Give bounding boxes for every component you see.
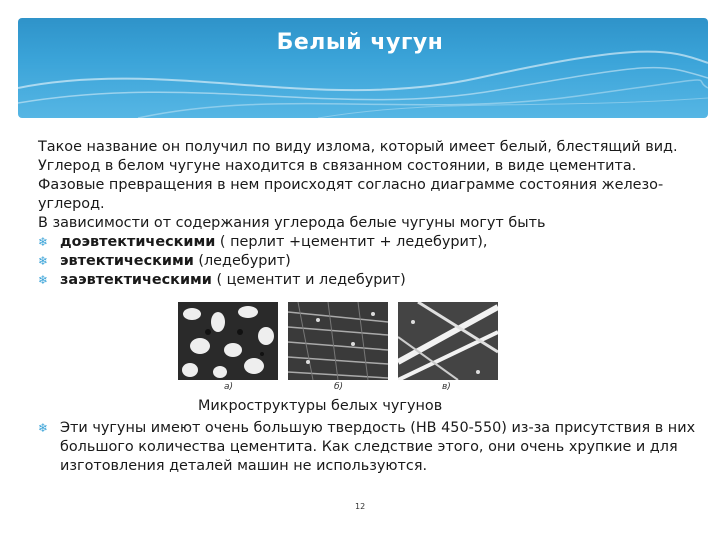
bullet-item xyxy=(38,252,698,271)
bullet-rest: ( цементит и ледебурит) xyxy=(211,272,406,288)
bullet-term: доэвтектическими xyxy=(60,234,216,250)
image-label-a: а) xyxy=(224,382,234,392)
snowflake-bullet-icon: ❄ xyxy=(38,421,49,435)
snowflake-bullet-icon: ❄ xyxy=(38,254,49,268)
bullet-term: эвтектическими xyxy=(60,253,194,269)
microstructure-a-image xyxy=(178,302,278,380)
microstructure-c-image xyxy=(398,302,498,380)
image-label-b: б) xyxy=(334,382,344,392)
bullet-term: заэвтектическими xyxy=(60,272,212,288)
snowflake-bullet-icon: ❄ xyxy=(38,235,49,249)
bullet-rest: (ледебурит) xyxy=(193,253,291,269)
microstructure-images xyxy=(176,302,506,394)
final-bullet xyxy=(38,419,720,476)
image-caption: Микроструктуры белых чугунов xyxy=(198,398,443,414)
image-label-c: в) xyxy=(442,382,451,392)
body-text xyxy=(38,138,698,290)
bullet-rest: ( перлит +цементит + ледебурит), xyxy=(215,234,488,250)
final-bullet-text: Эти чугуны имеют очень большую твердость (НВ 450-550) из-за присутствия в них большого количества цементита. Как следствие этого, они очень хрупкие и для изготовления деталей машин не используются. xyxy=(60,420,696,474)
intro-paragraph: Такое название он получил по виду излома, который имеет белый, блестящий вид. Углерод в белом чугуне находится в связанном состоянии, в виде цементита. Фазовые превращения в нем происходят согласно диаграмме состояния железо-углерод. xyxy=(38,139,678,212)
page-number: 12 xyxy=(355,502,366,511)
microstructure-b-image xyxy=(288,302,388,380)
bullet-item xyxy=(38,233,698,252)
dependence-line: В зависимости от содержания углерода белые чугуны могут быть xyxy=(38,215,546,231)
slide-title: Белый чугун xyxy=(276,30,444,55)
bullet-item xyxy=(38,271,698,290)
snowflake-bullet-icon: ❄ xyxy=(38,273,49,287)
